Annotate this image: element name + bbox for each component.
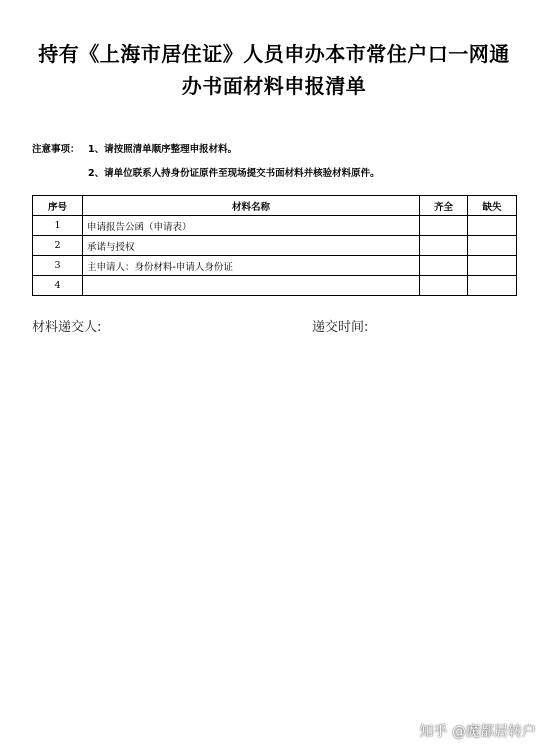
table-header-row	[33, 196, 517, 216]
table-row	[33, 256, 517, 276]
row-no: 4	[33, 276, 83, 296]
header-complete: 齐全	[420, 196, 468, 216]
table-row	[33, 276, 517, 296]
header-material-name: 材料名称	[83, 196, 420, 216]
materials-table	[32, 195, 517, 296]
row-material-name	[83, 276, 420, 296]
row-no: 2	[33, 236, 83, 256]
title-line-1: 持有《上海市居住证》人员申办本市常住户口一网通	[38, 42, 510, 66]
row-missing-cell[interactable]	[468, 216, 517, 236]
submitter-label: 材料递交人:	[32, 320, 102, 335]
note-text-2: 2、请单位联系人持身份证原件至现场提交书面材料并核验材料原件。	[88, 168, 380, 179]
note-item-2	[32, 167, 380, 191]
row-missing-cell[interactable]	[468, 236, 517, 256]
row-complete-cell[interactable]	[420, 276, 468, 296]
header-missing: 缺失	[468, 196, 517, 216]
row-complete-cell[interactable]	[420, 236, 468, 256]
row-material-name: 申请报告公函（申请表）	[83, 216, 420, 236]
row-no: 3	[33, 256, 83, 276]
note-item-1	[32, 143, 380, 167]
notes-heading: 注意事项：	[32, 144, 80, 155]
notes-section	[32, 143, 380, 191]
title-line-2: 办书面材料申报清单	[181, 74, 367, 98]
row-material-name: 主申请人：身份材料-申请人身份证	[83, 256, 420, 276]
row-missing-cell[interactable]	[468, 256, 517, 276]
row-no: 1	[33, 216, 83, 236]
table-row	[33, 216, 517, 236]
header-no: 序号	[33, 196, 83, 216]
table-row	[33, 236, 517, 256]
row-missing-cell[interactable]	[468, 276, 517, 296]
note-text-1: 1、请按照清单顺序整理申报材料。	[88, 144, 238, 155]
row-complete-cell[interactable]	[420, 216, 468, 236]
row-complete-cell[interactable]	[420, 256, 468, 276]
document-title	[0, 38, 548, 102]
watermark: 知乎 @魔都居转户	[419, 724, 536, 740]
row-material-name: 承诺与授权	[83, 236, 420, 256]
submit-time-label: 递交时间:	[312, 320, 369, 335]
